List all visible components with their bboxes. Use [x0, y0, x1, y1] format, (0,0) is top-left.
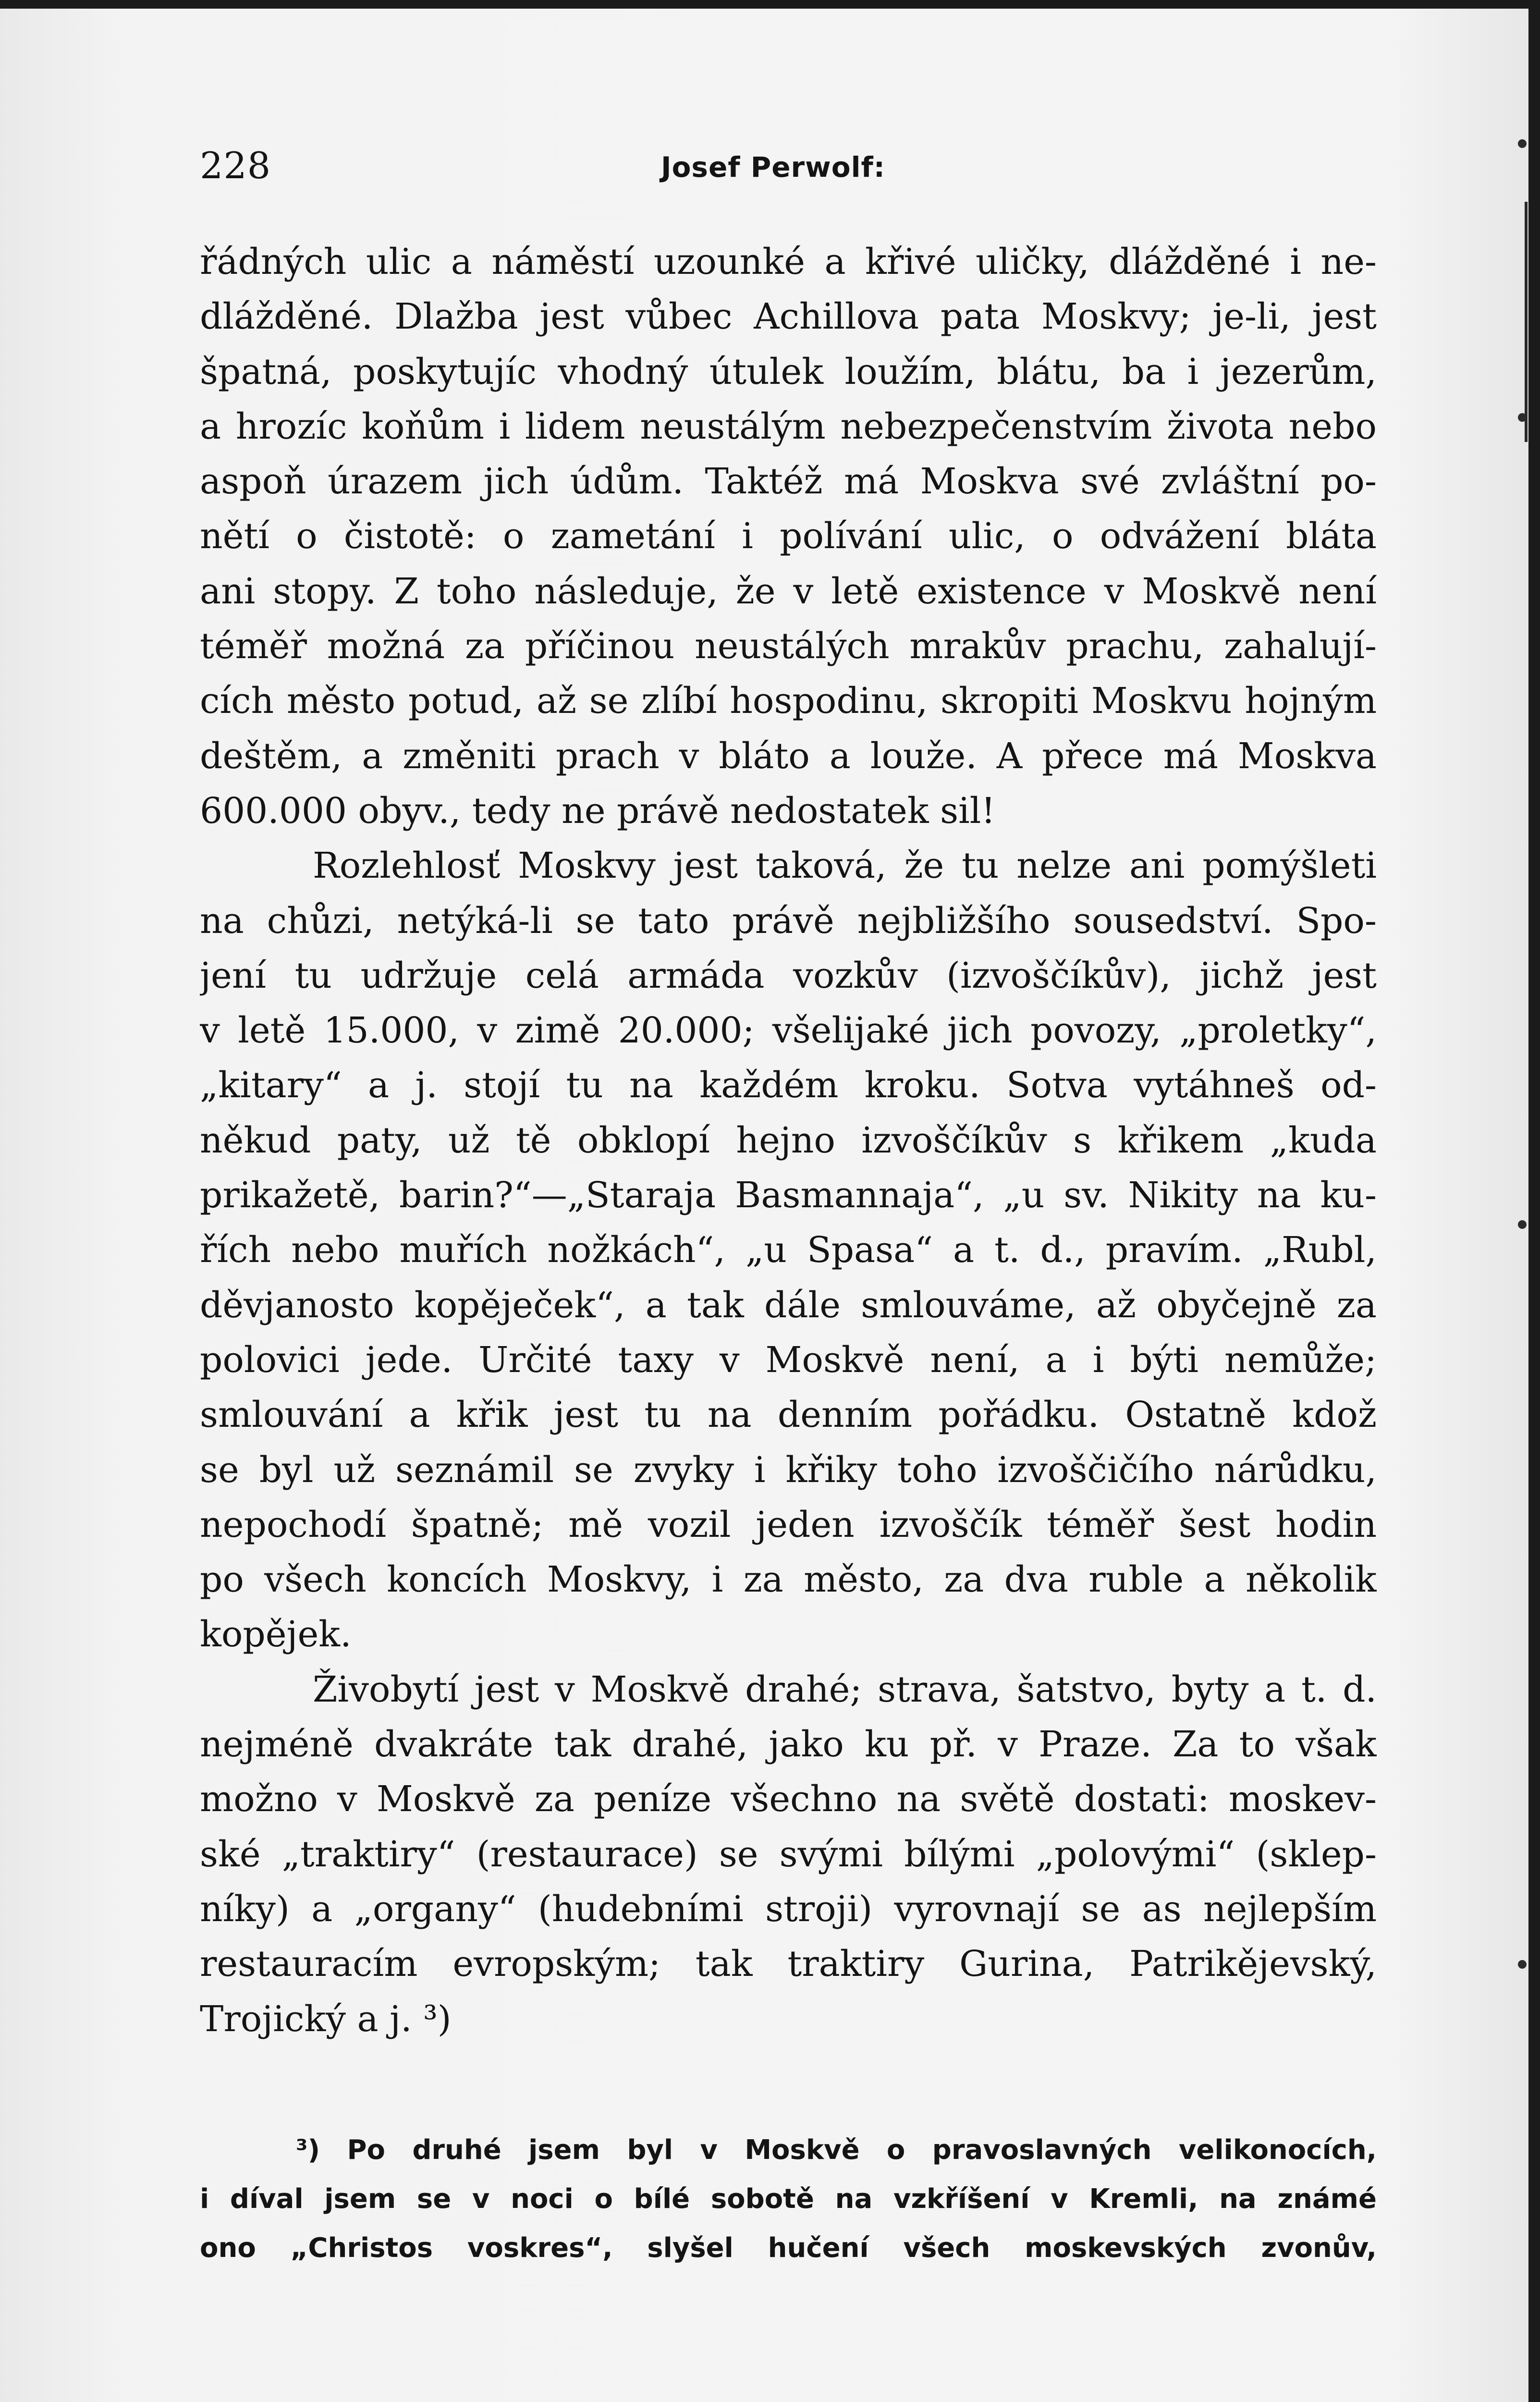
text-line: smlouvání a křik jest tu na denním pořádku. Ostatně kdož [200, 1394, 1377, 1436]
text-line: v letě 15.000, v zimě 20.000; všelijaké jich povozy, „proletky“, [200, 1010, 1377, 1052]
footnote [200, 2126, 1377, 2273]
scan-margin-line [1525, 202, 1528, 442]
text-line: níky) a „organy“ (hudebními stroji) vyrovnají se as nejlepším [200, 1888, 1377, 1930]
text-line: aspoň úrazem jich údům. Taktéž má Moskva své zvláštní po- [200, 461, 1377, 502]
text-line: po všech koncích Moskvy, i za město, za dva ruble a několik [200, 1559, 1377, 1601]
text-line: řích nebo muřích nožkách“, „u Spasa“ a t. d., pravím. „Rubl, [200, 1229, 1377, 1271]
page-number: 228 [200, 144, 271, 187]
text-line: 600.000 obyv., tedy ne právě nedostatek sil! [200, 790, 996, 832]
text-line: a hrozíc koňům i lidem neustálým nebezpečenstvím života nebo [200, 405, 1377, 447]
text-line: dlážděné. Dlažba jest vůbec Achillova pata Moskvy; je-li, jest [200, 296, 1377, 338]
text-line: prikažetě, barin?“—„Staraja Basmannaja“, „u sv. Nikity na ku- [200, 1175, 1377, 1216]
text-line: deštěm, a změniti prach v bláto a louže. A přece má Moskva [200, 735, 1377, 777]
footnote-line: i díval jsem se v noci o bílé sobotě na vzkříšení v Kremli, na známé [200, 2183, 1377, 2215]
bleed-mark [1518, 139, 1527, 148]
text-line: restauracím evropským; tak traktiry Gurina, Patrikějevský, [200, 1943, 1377, 1985]
footnote-line: ono „Christos voskres“, slyšel hučení všech moskevských zvonův, [200, 2232, 1377, 2264]
text-line: cích město potud, až se zlíbí hospodinu, skropiti Moskvu hojným [200, 680, 1377, 722]
running-head: Josef Perwolf: [661, 151, 885, 184]
text-line: špatná, poskytujíc vhodný útulek loužím, blátu, ba i jezerům, [200, 351, 1377, 392]
text-line: ani stopy. Z toho následuje, že v letě existence v Moskvě není [200, 570, 1377, 612]
text-line: polovici jede. Určité taxy v Moskvě není, a i býti nemůže; [200, 1339, 1377, 1381]
footnote-line: ³) Po druhé jsem byl v Moskvě o pravoslavných velikonocích, [296, 2134, 1377, 2166]
scan-top-edge [0, 0, 1540, 9]
text-line: jení tu udržuje celá armáda vozkův (izvoščíkův), jichž jest [200, 955, 1377, 996]
text-line: řádných ulic a náměstí uzounké a křivé uličky, dlážděné i ne- [200, 241, 1377, 282]
paragraph-start: Rozlehlosť Moskvy jest taková, že tu nelze ani pomýšleti [313, 845, 1377, 887]
text-line: ské „traktiry“ (restaurace) se svými bílými „polovými“ (sklep- [200, 1833, 1377, 1875]
text-line: kopějek. [200, 1614, 352, 1655]
bleed-mark [1518, 413, 1527, 422]
text-line: Trojický a j. ³) [200, 1998, 452, 2040]
text-line: „kitary“ a j. stojí tu na každém kroku. Sotva vytáhneš od- [200, 1065, 1377, 1106]
body-text [200, 234, 1377, 2047]
text-line: na chůzi, netýká-li se tato právě nejbližšího sousedství. Spo- [200, 900, 1377, 942]
page-header [200, 144, 1372, 187]
scan-right-edge [1528, 0, 1540, 2402]
paragraph-start: Živobytí jest v Moskvě drahé; strava, šatstvo, byty a t. d. [313, 1668, 1377, 1710]
bleed-mark [1518, 1220, 1527, 1229]
text-line: nepochodí špatně; mě vozil jeden izvoščík téměř šest hodin [200, 1504, 1377, 1545]
text-line: možno v Moskvě za peníze všechno na světě dostati: moskev- [200, 1778, 1377, 1820]
text-line: se byl už seznámil se zvyky i křiky toho izvoščičího nárůdku, [200, 1449, 1377, 1491]
text-line: nejméně dvakráte tak drahé, jako ku př. v Praze. Za to však [200, 1724, 1377, 1765]
text-line: téměř možná za příčinou neustálých mrakův prachu, zahalují- [200, 625, 1377, 667]
text-line: někud paty, už tě obklopí hejno izvoščíkův s křikem „kuda [200, 1119, 1377, 1161]
bleed-mark [1518, 1960, 1527, 1969]
text-line: nětí o čistotě: o zametání i polívání ulic, o odvážení bláta [200, 515, 1377, 557]
text-line: děvjanosto kopěječek“, a tak dále smlouváme, až obyčejně za [200, 1284, 1377, 1326]
